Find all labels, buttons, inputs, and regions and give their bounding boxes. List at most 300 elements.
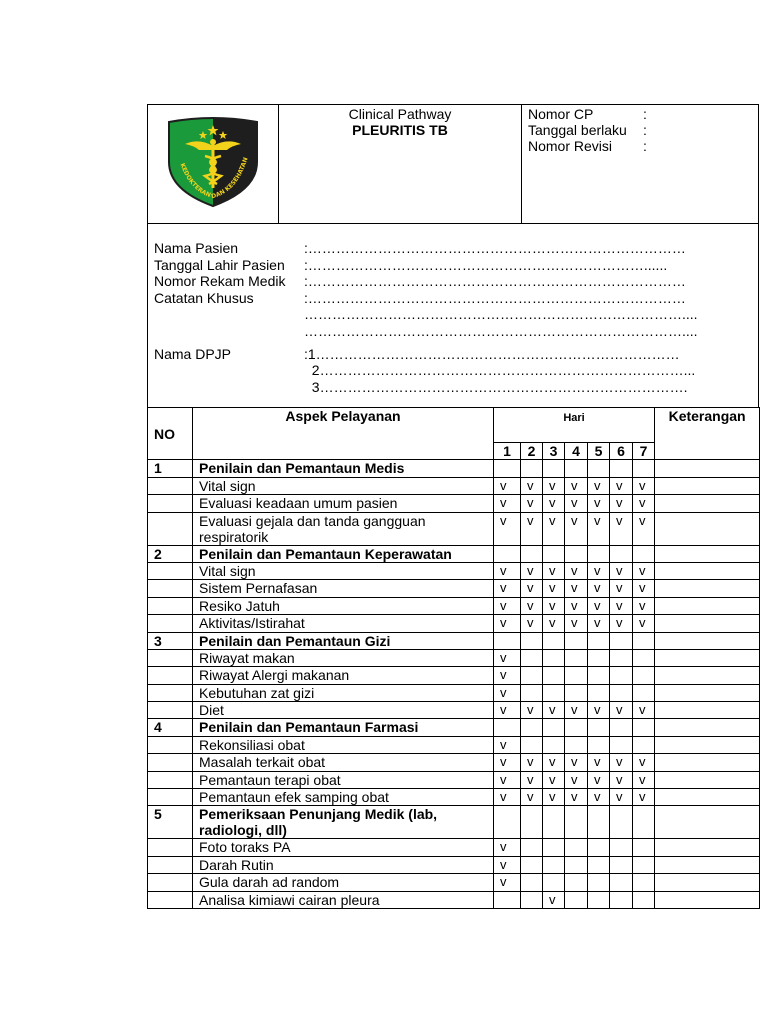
- day-check-cell[interactable]: v: [610, 477, 633, 494]
- col-header-no: NO: [148, 408, 193, 460]
- row-number: [148, 597, 193, 614]
- day-check-cell[interactable]: [610, 719, 633, 736]
- keterangan-cell[interactable]: [655, 562, 760, 579]
- field-value[interactable]: :………………………………………………………………......: [304, 256, 668, 273]
- aspect-label: Gula darah ad random: [193, 874, 494, 891]
- day-check-cell[interactable]: [588, 736, 610, 753]
- day-check-cell[interactable]: [633, 667, 655, 684]
- dpjp-label: Nama DPJP: [154, 345, 232, 362]
- row-number: [148, 649, 193, 666]
- cp-sep: :: [643, 138, 647, 154]
- day-check-cell[interactable]: [610, 545, 633, 562]
- dpjp-line[interactable]: 2……………………………………………………………………...: [304, 362, 696, 379]
- day-check-cell[interactable]: v: [588, 477, 610, 494]
- day-check-cell[interactable]: v: [543, 754, 565, 771]
- field-label: Nama Pasien: [154, 240, 239, 256]
- day-check-cell[interactable]: v: [494, 615, 521, 632]
- cp-row-nomor: [528, 106, 758, 122]
- table-row: [148, 874, 760, 891]
- day-check-cell[interactable]: [543, 632, 565, 649]
- keterangan-cell[interactable]: [655, 597, 760, 614]
- day-check-cell[interactable]: v: [565, 754, 588, 771]
- day-check-cell[interactable]: [610, 649, 633, 666]
- day-check-cell[interactable]: [565, 856, 588, 873]
- day-check-cell[interactable]: [565, 632, 588, 649]
- day-check-cell[interactable]: [565, 460, 588, 477]
- keterangan-cell[interactable]: [655, 649, 760, 666]
- day-check-cell[interactable]: [543, 667, 565, 684]
- day-check-cell[interactable]: v: [565, 702, 588, 719]
- day-check-cell[interactable]: v: [494, 856, 521, 873]
- day-check-cell[interactable]: v: [494, 771, 521, 788]
- day-check-cell[interactable]: [521, 545, 543, 562]
- row-number: [148, 856, 193, 873]
- clinical-pathway-document: [147, 104, 759, 909]
- day-check-cell[interactable]: [543, 736, 565, 753]
- day-check-cell[interactable]: v: [494, 684, 521, 701]
- table-row: [148, 891, 760, 908]
- day-check-cell[interactable]: [633, 736, 655, 753]
- day-check-cell[interactable]: v: [543, 771, 565, 788]
- day-check-cell[interactable]: v: [543, 495, 565, 512]
- document-title: PLEURITIS TB: [352, 122, 448, 138]
- day-check-cell[interactable]: [521, 667, 543, 684]
- day-check-cell[interactable]: [633, 891, 655, 908]
- row-number: [148, 495, 193, 512]
- keterangan-cell[interactable]: [655, 460, 760, 477]
- day-check-cell[interactable]: v: [588, 789, 610, 806]
- day-check-cell[interactable]: v: [521, 495, 543, 512]
- day-check-cell[interactable]: v: [494, 495, 521, 512]
- patient-field-tanggal-lahir: [154, 257, 758, 274]
- day-check-cell[interactable]: [610, 460, 633, 477]
- day-check-cell[interactable]: [543, 874, 565, 891]
- row-number: [148, 891, 193, 908]
- row-number: [148, 789, 193, 806]
- day-check-cell[interactable]: [521, 632, 543, 649]
- patient-field-catatan-line3: [154, 323, 758, 340]
- day-check-cell[interactable]: v: [633, 789, 655, 806]
- patient-field-catatan: [154, 290, 758, 307]
- day-check-cell[interactable]: v: [543, 789, 565, 806]
- keterangan-cell[interactable]: [655, 754, 760, 771]
- patient-info-section: [147, 224, 759, 407]
- dpjp-line[interactable]: 3…………………………………………………………………….: [304, 378, 688, 395]
- day-check-cell[interactable]: [633, 806, 655, 839]
- dpjp-row-3: [154, 379, 758, 396]
- day-check-cell[interactable]: [633, 856, 655, 873]
- section-label: Pemeriksaan Penunjang Medik (lab, radiologi, dll): [193, 806, 494, 839]
- dpjp-row-1: [154, 346, 758, 363]
- day-check-cell[interactable]: v: [521, 597, 543, 614]
- day-check-cell[interactable]: [565, 719, 588, 736]
- day-check-cell[interactable]: v: [543, 702, 565, 719]
- day-check-cell[interactable]: v: [521, 771, 543, 788]
- table-row: [148, 754, 760, 771]
- aspect-label: Masalah terkait obat: [193, 754, 494, 771]
- day-check-cell[interactable]: v: [633, 597, 655, 614]
- day-check-cell[interactable]: v: [494, 562, 521, 579]
- day-check-cell[interactable]: [610, 736, 633, 753]
- day-check-cell[interactable]: [543, 839, 565, 856]
- day-check-cell[interactable]: v: [565, 562, 588, 579]
- day-check-cell[interactable]: [543, 684, 565, 701]
- day-check-cell[interactable]: v: [633, 512, 655, 545]
- day-check-cell[interactable]: v: [610, 512, 633, 545]
- field-value[interactable]: ………………………………………………………………………....: [304, 322, 698, 339]
- day-check-cell[interactable]: v: [633, 562, 655, 579]
- day-check-cell[interactable]: v: [521, 477, 543, 494]
- day-check-cell[interactable]: v: [521, 580, 543, 597]
- day-check-cell[interactable]: v: [494, 667, 521, 684]
- day-header-2: 2: [521, 443, 543, 460]
- patient-field-nama: [154, 240, 758, 257]
- aspect-label: Evaluasi keadaan umum pasien: [193, 495, 494, 512]
- aspect-label: Resiko Jatuh: [193, 597, 494, 614]
- day-check-cell[interactable]: [588, 806, 610, 839]
- field-value[interactable]: :………………………………………………………………………: [304, 289, 686, 306]
- day-check-cell[interactable]: [633, 632, 655, 649]
- caduceus-shield-icon: [165, 116, 261, 208]
- dpjp-line[interactable]: :1……………………………………………………………………: [304, 345, 680, 362]
- day-check-cell[interactable]: [565, 545, 588, 562]
- keterangan-cell[interactable]: [655, 839, 760, 856]
- day-check-cell[interactable]: v: [521, 615, 543, 632]
- day-check-cell[interactable]: v: [610, 702, 633, 719]
- table-row: [148, 789, 760, 806]
- keterangan-cell[interactable]: [655, 719, 760, 736]
- day-check-cell[interactable]: v: [543, 477, 565, 494]
- day-check-cell[interactable]: [543, 806, 565, 839]
- day-check-cell[interactable]: [610, 891, 633, 908]
- aspect-label: Riwayat Alergi makanan: [193, 667, 494, 684]
- cp-sep: :: [643, 122, 647, 138]
- day-check-cell[interactable]: [494, 719, 521, 736]
- keterangan-cell[interactable]: [655, 771, 760, 788]
- table-row: [148, 702, 760, 719]
- day-check-cell[interactable]: v: [521, 789, 543, 806]
- day-check-cell[interactable]: [633, 874, 655, 891]
- day-check-cell[interactable]: [543, 719, 565, 736]
- keterangan-cell[interactable]: [655, 856, 760, 873]
- cp-sep: :: [643, 106, 647, 122]
- field-label: Tanggal Lahir Pasien: [154, 256, 285, 273]
- cp-label: Nomor Revisi: [528, 138, 613, 154]
- field-value[interactable]: :………………………………………………………………………: [304, 240, 686, 256]
- row-number: [148, 667, 193, 684]
- day-check-cell[interactable]: v: [588, 562, 610, 579]
- day-check-cell[interactable]: v: [565, 615, 588, 632]
- aspect-label: Diet: [193, 702, 494, 719]
- day-check-cell[interactable]: [521, 736, 543, 753]
- field-value[interactable]: :………………………………………………………………………: [304, 273, 686, 290]
- day-check-cell[interactable]: v: [494, 754, 521, 771]
- table-header-row: [148, 408, 760, 443]
- day-check-cell[interactable]: [588, 856, 610, 873]
- col-header-hari: Hari: [494, 408, 655, 443]
- cp-row-tanggal: [528, 122, 758, 138]
- day-check-cell[interactable]: v: [494, 477, 521, 494]
- aspect-label: Analisa kimiawi cairan pleura: [193, 891, 494, 908]
- keterangan-cell[interactable]: [655, 806, 760, 839]
- keterangan-cell[interactable]: [655, 495, 760, 512]
- day-check-cell[interactable]: [588, 874, 610, 891]
- aspect-label: Sistem Pernafasan: [193, 580, 494, 597]
- day-check-cell[interactable]: [565, 874, 588, 891]
- keterangan-cell[interactable]: [655, 580, 760, 597]
- day-check-cell[interactable]: [610, 667, 633, 684]
- day-check-cell[interactable]: [494, 806, 521, 839]
- day-check-cell[interactable]: v: [494, 580, 521, 597]
- table-row: [148, 477, 760, 494]
- day-check-cell[interactable]: [521, 684, 543, 701]
- day-check-cell[interactable]: v: [588, 615, 610, 632]
- day-check-cell[interactable]: v: [521, 562, 543, 579]
- table-row: [148, 580, 760, 597]
- day-check-cell[interactable]: v: [633, 477, 655, 494]
- row-number: [148, 874, 193, 891]
- day-check-cell[interactable]: [633, 719, 655, 736]
- field-label: [154, 306, 304, 323]
- table-row: [148, 856, 760, 873]
- day-check-cell[interactable]: [565, 684, 588, 701]
- keterangan-cell[interactable]: [655, 702, 760, 719]
- table-row: [148, 667, 760, 684]
- cp-info-cell: [522, 105, 759, 224]
- field-label: Catatan Khusus: [154, 289, 254, 306]
- day-check-cell[interactable]: v: [521, 702, 543, 719]
- day-check-cell[interactable]: v: [610, 580, 633, 597]
- patient-field-catatan-line2: [154, 306, 758, 323]
- row-number: [148, 736, 193, 753]
- day-check-cell[interactable]: v: [494, 597, 521, 614]
- day-check-cell[interactable]: v: [633, 495, 655, 512]
- keterangan-cell[interactable]: [655, 736, 760, 753]
- pathway-table: [147, 407, 760, 909]
- cp-row-revisi: [528, 138, 758, 154]
- section-label: Penilain dan Pemantaun Keperawatan: [193, 545, 494, 562]
- logo-cell: [148, 105, 279, 224]
- day-check-cell[interactable]: [633, 545, 655, 562]
- day-check-cell[interactable]: [610, 856, 633, 873]
- day-check-cell[interactable]: v: [565, 495, 588, 512]
- day-check-cell[interactable]: [565, 667, 588, 684]
- day-check-cell[interactable]: [633, 839, 655, 856]
- day-check-cell[interactable]: v: [588, 495, 610, 512]
- day-check-cell[interactable]: [494, 891, 521, 908]
- day-check-cell[interactable]: v: [588, 580, 610, 597]
- day-check-cell[interactable]: [521, 806, 543, 839]
- day-check-cell[interactable]: [610, 632, 633, 649]
- keterangan-cell[interactable]: [655, 874, 760, 891]
- aspect-label: Pemantaun terapi obat: [193, 771, 494, 788]
- day-check-cell[interactable]: [588, 891, 610, 908]
- day-check-cell[interactable]: v: [543, 597, 565, 614]
- section-row: [148, 545, 760, 562]
- table-row: [148, 562, 760, 579]
- day-check-cell[interactable]: v: [588, 512, 610, 545]
- row-number: [148, 684, 193, 701]
- keterangan-cell[interactable]: [655, 615, 760, 632]
- day-check-cell[interactable]: [610, 684, 633, 701]
- day-check-cell[interactable]: [610, 839, 633, 856]
- day-check-cell[interactable]: v: [521, 512, 543, 545]
- table-row: [148, 649, 760, 666]
- day-check-cell[interactable]: [610, 806, 633, 839]
- day-header-3: 3: [543, 443, 565, 460]
- keterangan-cell[interactable]: [655, 684, 760, 701]
- day-check-cell[interactable]: [565, 839, 588, 856]
- table-row: [148, 615, 760, 632]
- row-number: [148, 754, 193, 771]
- aspect-label: Rekonsiliasi obat: [193, 736, 494, 753]
- day-check-cell[interactable]: v: [588, 597, 610, 614]
- day-check-cell[interactable]: v: [543, 580, 565, 597]
- table-row: [148, 839, 760, 856]
- day-check-cell[interactable]: v: [565, 597, 588, 614]
- day-check-cell[interactable]: v: [543, 512, 565, 545]
- row-number: 3: [148, 632, 193, 649]
- day-check-cell[interactable]: v: [494, 649, 521, 666]
- day-check-cell[interactable]: v: [565, 789, 588, 806]
- day-check-cell[interactable]: [521, 874, 543, 891]
- day-check-cell[interactable]: [543, 460, 565, 477]
- header-table: [147, 104, 759, 224]
- day-check-cell[interactable]: [588, 667, 610, 684]
- table-row: [148, 771, 760, 788]
- day-check-cell[interactable]: [633, 684, 655, 701]
- day-check-cell[interactable]: v: [543, 615, 565, 632]
- row-number: 4: [148, 719, 193, 736]
- day-check-cell[interactable]: v: [610, 789, 633, 806]
- day-header-6: 6: [610, 443, 633, 460]
- day-check-cell[interactable]: v: [565, 771, 588, 788]
- section-row: [148, 806, 760, 839]
- day-check-cell[interactable]: [521, 856, 543, 873]
- day-check-cell[interactable]: [494, 632, 521, 649]
- aspect-label: Darah Rutin: [193, 856, 494, 873]
- day-check-cell[interactable]: v: [565, 580, 588, 597]
- day-check-cell[interactable]: [543, 649, 565, 666]
- day-check-cell[interactable]: v: [494, 702, 521, 719]
- row-number: [148, 615, 193, 632]
- day-check-cell[interactable]: v: [494, 839, 521, 856]
- day-check-cell[interactable]: v: [633, 754, 655, 771]
- day-check-cell[interactable]: [588, 684, 610, 701]
- field-label: Nomor Rekam Medik: [154, 273, 286, 290]
- day-check-cell[interactable]: [521, 891, 543, 908]
- day-check-cell[interactable]: v: [610, 495, 633, 512]
- day-check-cell[interactable]: [588, 649, 610, 666]
- day-check-cell[interactable]: [494, 545, 521, 562]
- day-check-cell[interactable]: [633, 649, 655, 666]
- aspect-label: Aktivitas/Istirahat: [193, 615, 494, 632]
- day-check-cell[interactable]: [588, 719, 610, 736]
- section-row: [148, 719, 760, 736]
- row-number: 1: [148, 460, 193, 477]
- day-check-cell[interactable]: [588, 632, 610, 649]
- cp-label: Tanggal berlaku: [528, 122, 627, 138]
- day-check-cell[interactable]: [565, 806, 588, 839]
- field-label: [154, 323, 304, 340]
- aspect-label: Kebutuhan zat gizi: [193, 684, 494, 701]
- cp-label: Nomor CP: [528, 106, 594, 122]
- keterangan-cell[interactable]: [655, 545, 760, 562]
- table-row: [148, 495, 760, 512]
- pathway-rows: [148, 460, 760, 909]
- day-check-cell[interactable]: v: [494, 736, 521, 753]
- day-check-cell[interactable]: [588, 545, 610, 562]
- day-check-cell[interactable]: [521, 839, 543, 856]
- day-check-cell[interactable]: v: [565, 512, 588, 545]
- day-check-cell[interactable]: v: [610, 771, 633, 788]
- section-label: Penilain dan Pemantaun Farmasi: [193, 719, 494, 736]
- keterangan-cell[interactable]: [655, 477, 760, 494]
- day-header-4: 4: [565, 443, 588, 460]
- day-check-cell[interactable]: [521, 649, 543, 666]
- day-check-cell[interactable]: [588, 839, 610, 856]
- keterangan-cell[interactable]: [655, 667, 760, 684]
- day-check-cell[interactable]: v: [610, 562, 633, 579]
- field-value[interactable]: ………………………………………………………………………....: [304, 306, 698, 323]
- day-check-cell[interactable]: [588, 460, 610, 477]
- day-check-cell[interactable]: v: [565, 477, 588, 494]
- day-check-cell[interactable]: v: [494, 874, 521, 891]
- col-header-keterangan: Keterangan: [655, 408, 760, 460]
- day-check-cell[interactable]: v: [610, 615, 633, 632]
- day-check-cell[interactable]: [543, 545, 565, 562]
- row-number: [148, 839, 193, 856]
- table-row: [148, 597, 760, 614]
- row-number: [148, 562, 193, 579]
- day-check-cell[interactable]: [521, 460, 543, 477]
- day-header-7: 7: [633, 443, 655, 460]
- day-check-cell[interactable]: [565, 736, 588, 753]
- keterangan-cell[interactable]: [655, 789, 760, 806]
- day-check-cell[interactable]: v: [633, 580, 655, 597]
- day-check-cell[interactable]: v: [633, 615, 655, 632]
- day-check-cell[interactable]: v: [588, 771, 610, 788]
- patient-field-rekam-medik: [154, 273, 758, 290]
- title-line1: Clinical Pathway: [348, 106, 452, 122]
- day-check-cell[interactable]: v: [633, 702, 655, 719]
- keterangan-cell[interactable]: [655, 512, 760, 545]
- day-check-cell[interactable]: [494, 460, 521, 477]
- day-check-cell[interactable]: [633, 460, 655, 477]
- day-check-cell[interactable]: [610, 874, 633, 891]
- day-check-cell[interactable]: v: [588, 754, 610, 771]
- day-check-cell[interactable]: v: [543, 562, 565, 579]
- keterangan-cell[interactable]: [655, 632, 760, 649]
- day-check-cell[interactable]: [543, 856, 565, 873]
- section-row: [148, 632, 760, 649]
- row-number: [148, 702, 193, 719]
- day-check-cell[interactable]: v: [610, 597, 633, 614]
- title-cell: [279, 105, 522, 224]
- day-check-cell[interactable]: [565, 649, 588, 666]
- day-check-cell[interactable]: [565, 891, 588, 908]
- day-check-cell[interactable]: v: [494, 512, 521, 545]
- day-check-cell[interactable]: v: [610, 754, 633, 771]
- aspect-label: Foto toraks PA: [193, 839, 494, 856]
- keterangan-cell[interactable]: [655, 891, 760, 908]
- day-check-cell[interactable]: [521, 719, 543, 736]
- day-check-cell[interactable]: v: [588, 702, 610, 719]
- day-check-cell[interactable]: v: [494, 789, 521, 806]
- day-check-cell[interactable]: v: [633, 771, 655, 788]
- day-check-cell[interactable]: v: [543, 891, 565, 908]
- day-check-cell[interactable]: v: [521, 754, 543, 771]
